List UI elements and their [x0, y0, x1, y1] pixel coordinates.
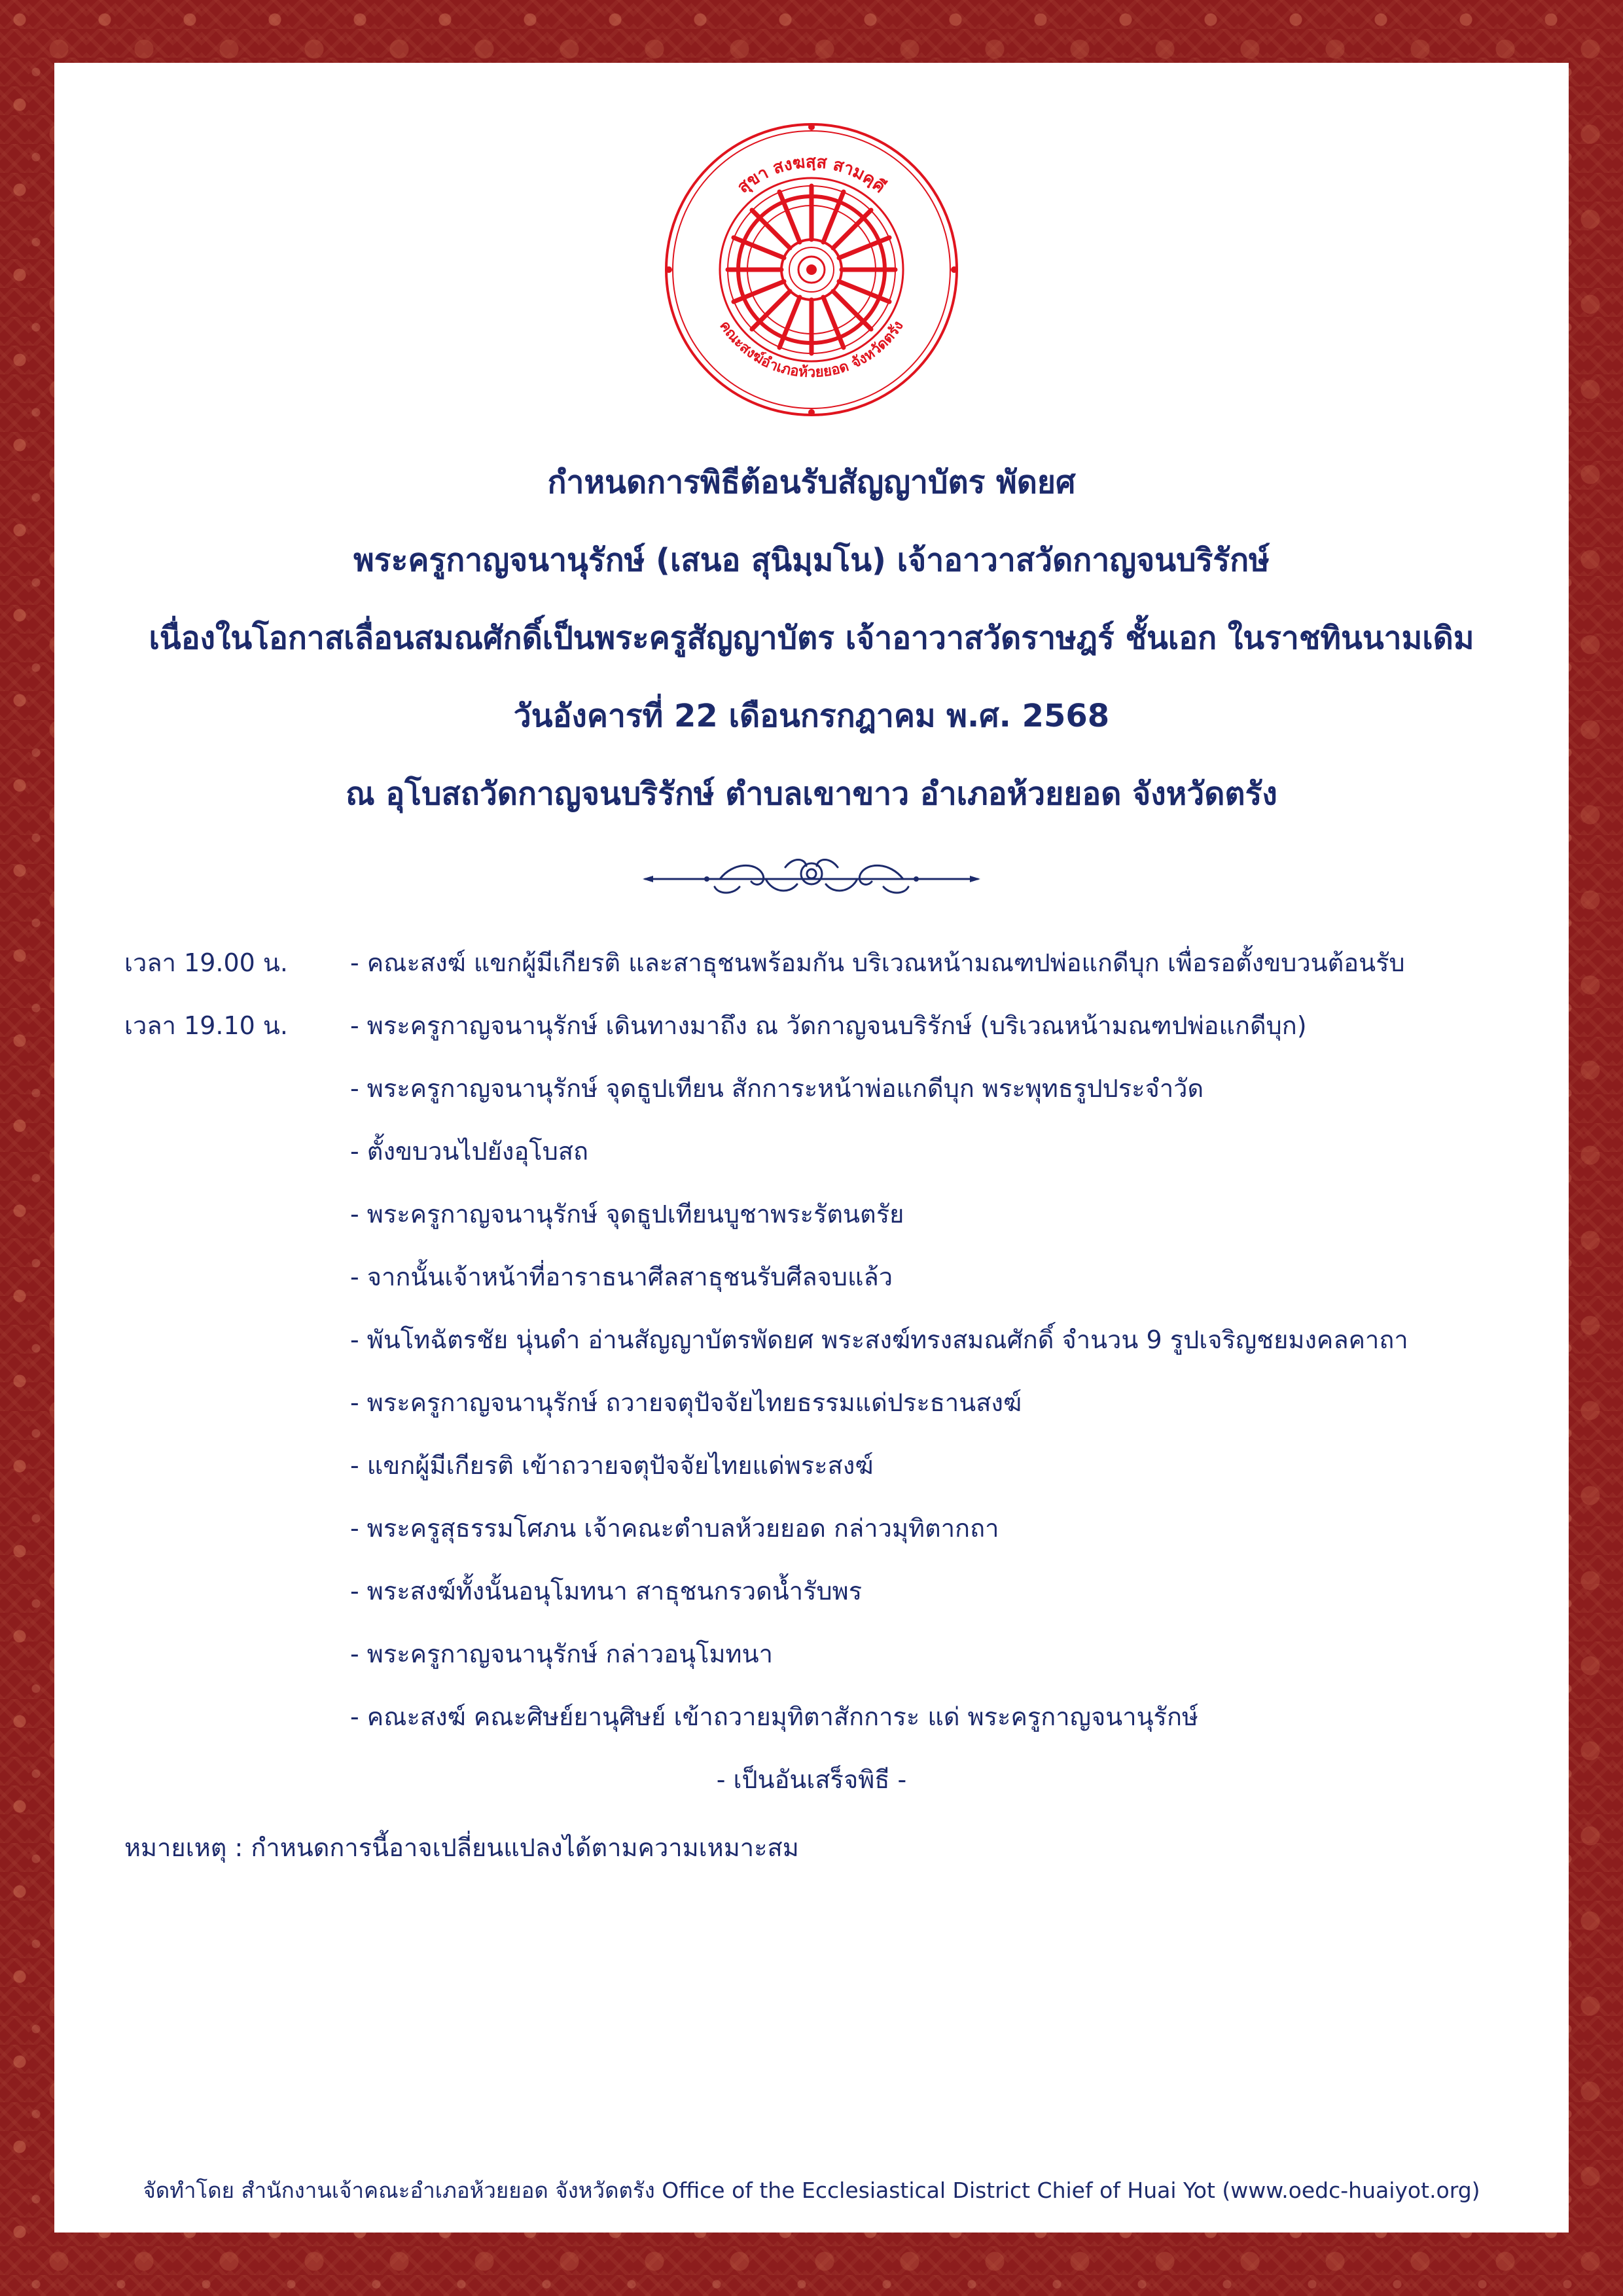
schedule-row [0, 1257, 1623, 1319]
schedule-item: - พันโทฉัตรชัย นุ่นดำ อ่านสัญญาบัตรพัดยศ พระสงฆ์ทรงสมณศักดิ์ จำนวน 9 รูปเจริญชยมงคลคาถา [350, 1325, 1408, 1354]
schedule-time: เวลา 19.00 น. [124, 948, 288, 977]
schedule-item: - พระครูกาญจนานุรักษ์ จุดธูปเทียน สักการะหน้าพ่อแกดีบุก พระพุทธรูปประจำวัด [350, 1074, 1204, 1103]
schedule-list [0, 942, 1623, 1822]
schedule-row [0, 942, 1623, 1005]
schedule-row [0, 1696, 1623, 1759]
schedule-row [0, 1194, 1623, 1257]
dharma-wheel-seal-icon [664, 122, 959, 418]
footer-credit: จัดทำโดย สำนักงานเจ้าคณะอำเภอห้วยยอด จังหวัดตรัง Office of the Ecclesiastical District Chief of Huai Yot (www.oedc-huaiyot.org) [143, 2178, 1480, 2203]
schedule-item: - พระครูกาญจนานุรักษ์ จุดธูปเทียนบูชาพระรัตนตรัย [350, 1200, 904, 1229]
title-line-5: ณ อุโบสถวัดกาญจนบริรักษ์ ตำบลเขาขาว อำเภอห้วยยอด จังหวัดตรัง [346, 776, 1277, 812]
schedule-item: - คณะสงฆ์ คณะศิษย์ยานุศิษย์ เข้าถวายมุทิตาสักการะ แด่ พระครูกาญจนานุรักษ์ [350, 1702, 1199, 1731]
title-block [65, 444, 1558, 833]
schedule-row [0, 1508, 1623, 1571]
schedule-item: - พระครูสุธรรมโศภน เจ้าคณะตำบลห้วยยอด กล่าวมุทิตากถา [350, 1514, 999, 1543]
schedule-item: - พระครูกาญจนานุรักษ์ กล่าวอนุโมทนา [350, 1640, 773, 1668]
title-line-1: กำหนดการพิธีต้อนรับสัญญาบัตร พัดยศ [547, 464, 1076, 501]
end-of-ceremony-note: - เป็นอันเสร็จพิธี - [716, 1765, 907, 1794]
schedule-item: - พระครูกาญจนานุรักษ์ เดินทางมาถึง ณ วัดกาญจนบริรักษ์ (บริเวณหน้ามณฑปพ่อแกดีบุก) [350, 1011, 1307, 1040]
schedule-item: - แขกผู้มีเกียรติ เข้าถวายจตุปัจจัยไทยแด่พระสงฆ์ [350, 1451, 874, 1480]
schedule-item: - พระสงฆ์ทั้งนั้นอนุโมทนา สาธุชนกรวดน้ำรับพร [350, 1577, 863, 1605]
schedule-row [0, 1634, 1623, 1696]
schedule-item: - ตั้งขบวนไปยังอุโบสถ [350, 1137, 589, 1166]
ornamental-divider-icon [641, 854, 982, 900]
title-line-3: เนื่องในโอกาสเลื่อนสมณศักดิ์เป็นพระครูสัญญาบัตร เจ้าอาวาสวัดราษฎร์ ชั้นเอก ในราชทินนามเดิม [149, 620, 1474, 656]
schedule-row [0, 1005, 1623, 1068]
remark-note: หมายเหตุ : กำหนดการนี้อาจเปลี่ยนแปลงได้ตามความเหมาะสม [124, 1833, 799, 1862]
schedule-row [0, 1571, 1623, 1634]
title-line-4: วันอังคารที่ 22 เดือนกรกฎาคม พ.ศ. 2568 [513, 698, 1110, 734]
schedule-item: - คณะสงฆ์ แขกผู้มีเกียรติ และสาธุชนพร้อมกัน บริเวณหน้ามณฑปพ่อแกดีบุก เพื่อรอตั้งขบวนต้อนรับ [350, 948, 1405, 977]
title-line-2: พระครูกาญจนานุรักษ์ (เสนอ สุนิมฺมโน) เจ้าอาวาสวัดกาญจนบริรักษ์ [353, 542, 1270, 579]
schedule-row [0, 1068, 1623, 1131]
schedule-row [0, 1319, 1623, 1382]
schedule-row [0, 1131, 1623, 1194]
emblem-top-text: สุขา สงฆสฺส สามคฺคี [734, 152, 889, 198]
emblem-bottom-text: คณะสงฆ์อำเภอห้วยยอด จังหวัดตรัง [716, 317, 907, 381]
schedule-row [0, 1445, 1623, 1508]
schedule-row [0, 1382, 1623, 1445]
schedule-item: - พระครูกาญจนานุรักษ์ ถวายจตุปัจจัยไทยธรรมแด่ประธานสงฆ์ [350, 1388, 1022, 1417]
schedule-item: - จากนั้นเจ้าหน้าที่อาราธนาศีลสาธุชนรับศีลจบแล้ว [350, 1263, 893, 1291]
schedule-time: เวลา 19.10 น. [124, 1011, 288, 1040]
